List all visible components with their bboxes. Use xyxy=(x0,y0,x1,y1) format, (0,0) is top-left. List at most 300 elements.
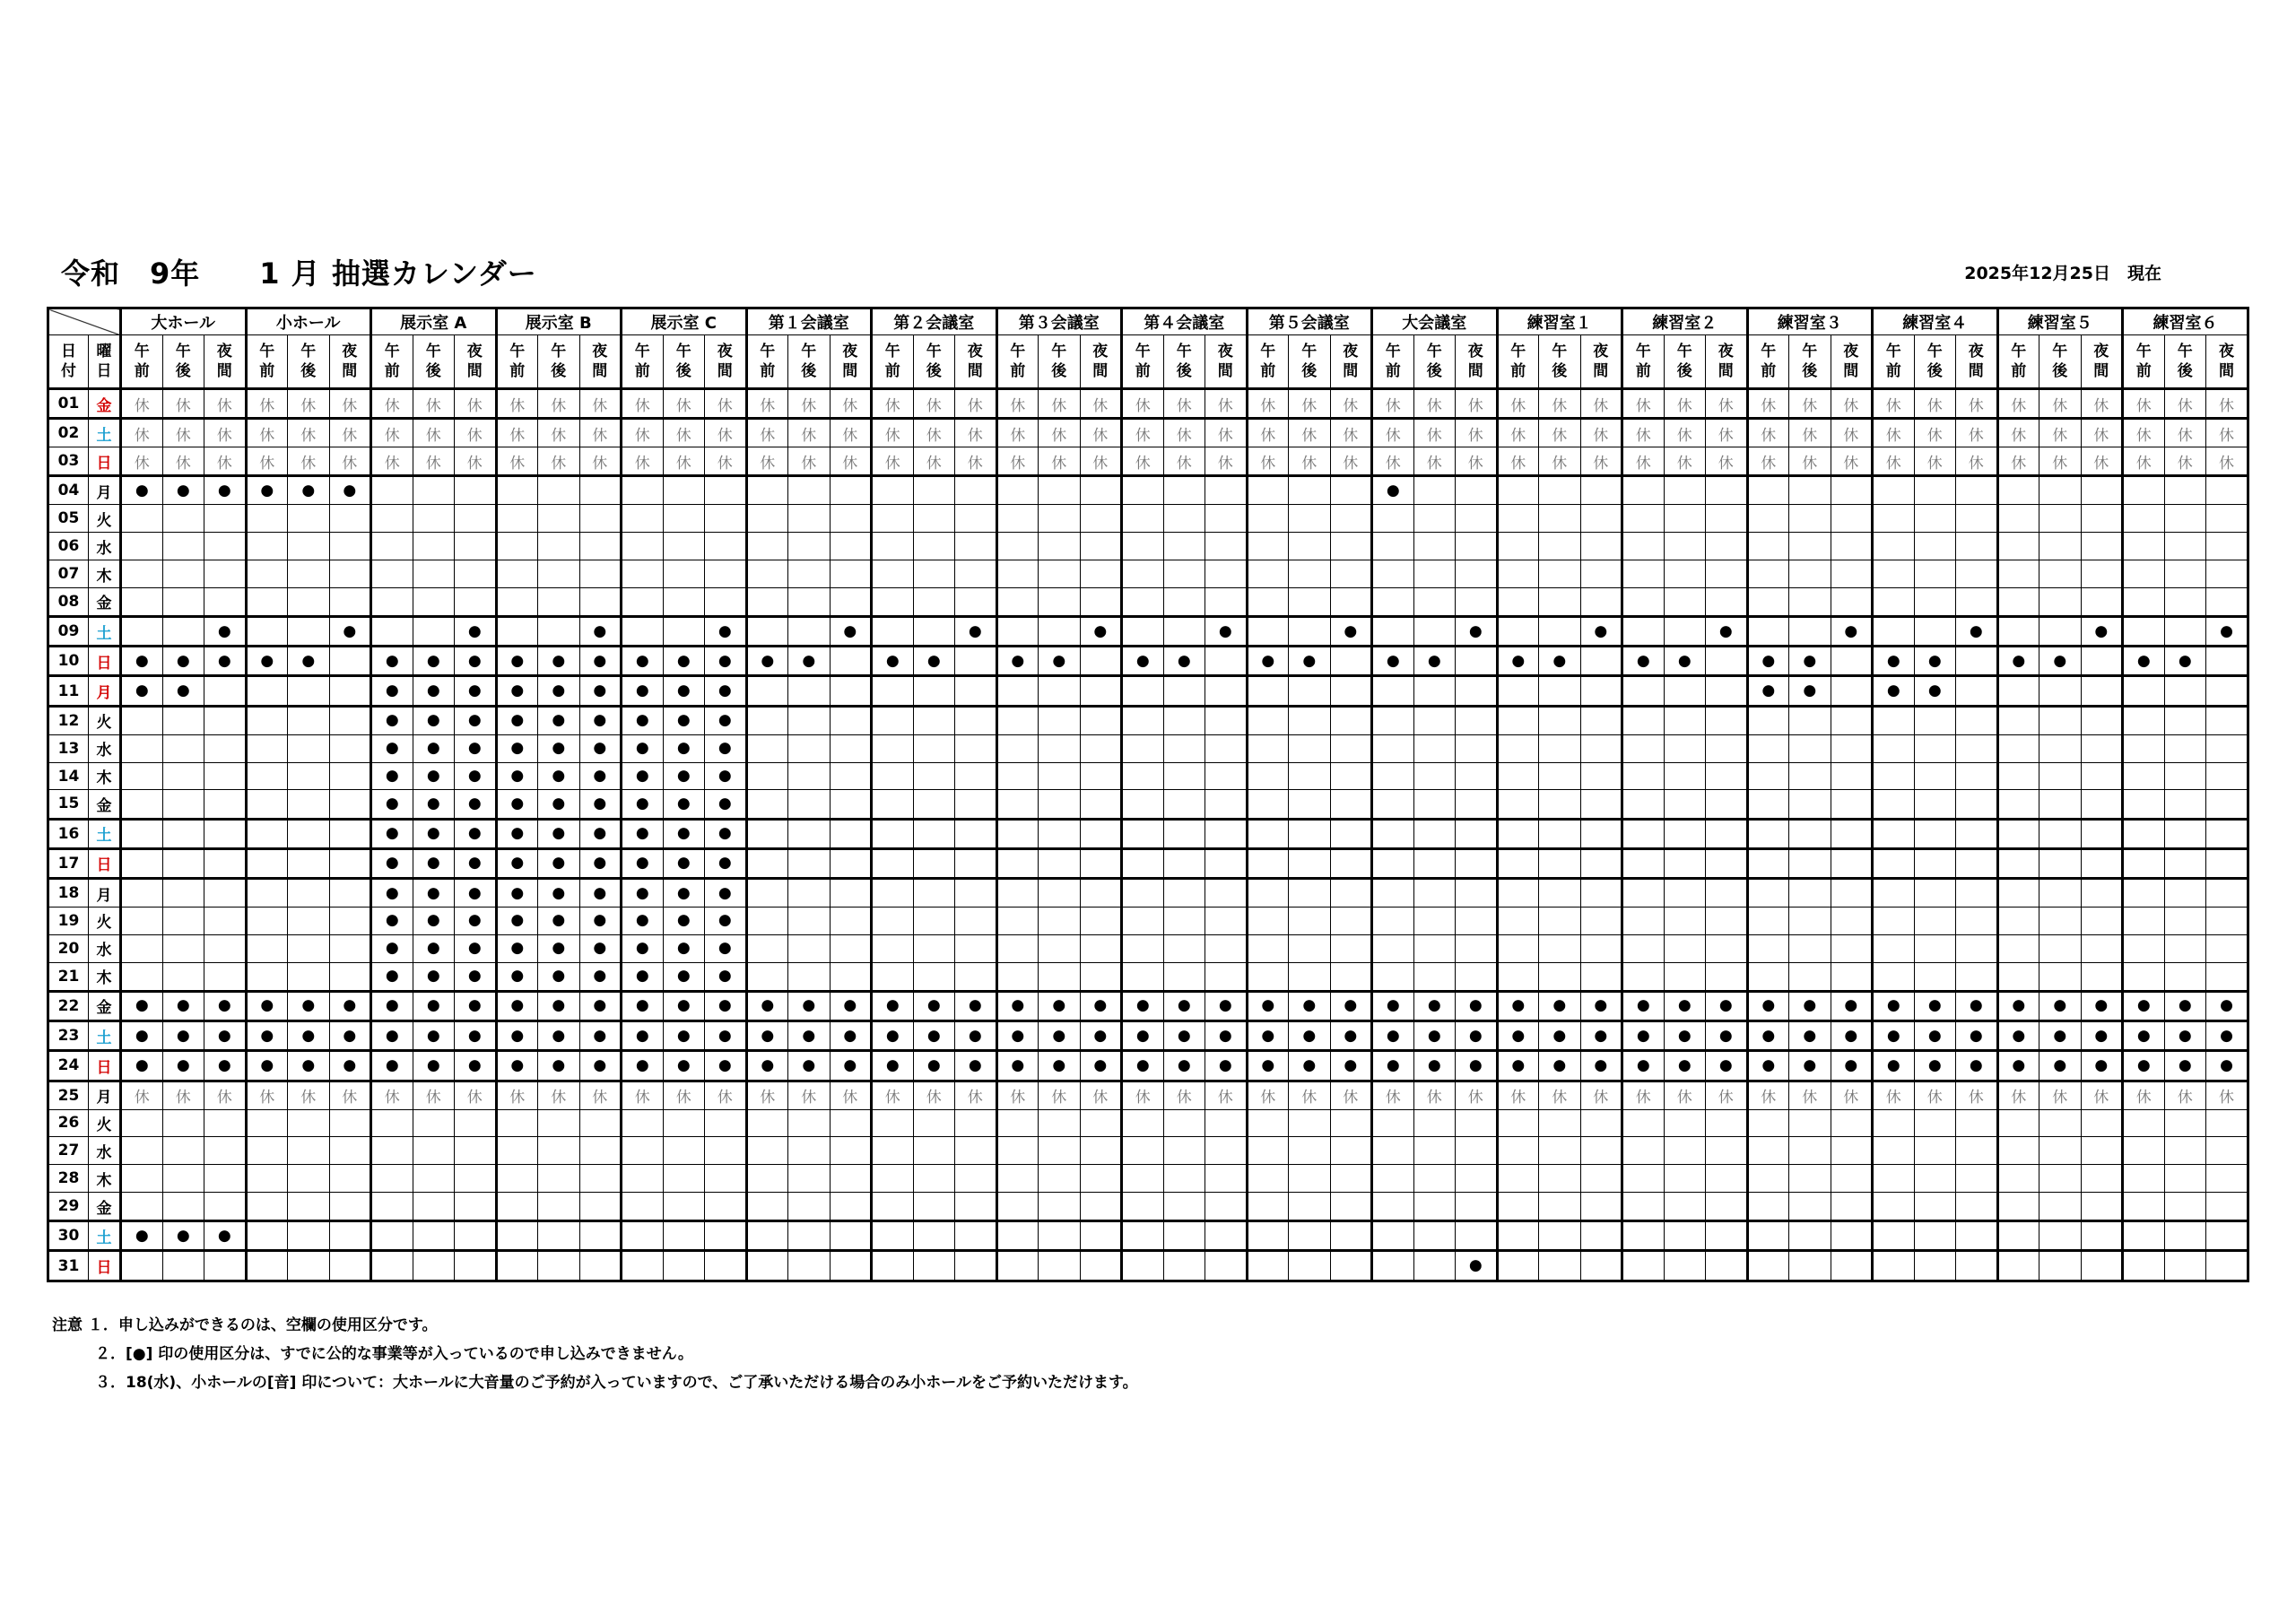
available-slot[interactable] xyxy=(1831,706,1873,734)
available-slot[interactable] xyxy=(1831,1165,1873,1193)
available-slot[interactable] xyxy=(1956,1221,1998,1251)
available-slot[interactable] xyxy=(1622,617,1665,647)
available-slot[interactable] xyxy=(288,1193,330,1221)
available-slot[interactable] xyxy=(746,587,788,616)
available-slot[interactable] xyxy=(1456,587,1498,616)
available-slot[interactable] xyxy=(246,587,288,616)
available-slot[interactable] xyxy=(204,848,247,878)
available-slot[interactable] xyxy=(2039,1193,2082,1221)
available-slot[interactable] xyxy=(1122,1251,1164,1281)
available-slot[interactable] xyxy=(579,476,622,505)
available-slot[interactable] xyxy=(1372,1165,1414,1193)
available-slot[interactable] xyxy=(1997,934,2039,962)
available-slot[interactable] xyxy=(162,587,204,616)
available-slot[interactable] xyxy=(1456,505,1498,533)
available-slot[interactable] xyxy=(622,560,664,588)
available-slot[interactable] xyxy=(788,1193,831,1221)
available-slot[interactable] xyxy=(1789,617,1831,647)
available-slot[interactable] xyxy=(1997,587,2039,616)
available-slot[interactable] xyxy=(996,617,1039,647)
available-slot[interactable] xyxy=(1997,560,2039,588)
available-slot[interactable] xyxy=(579,1251,622,1281)
available-slot[interactable] xyxy=(2123,1251,2165,1281)
available-slot[interactable] xyxy=(1873,790,1915,819)
available-slot[interactable] xyxy=(1956,587,1998,616)
available-slot[interactable] xyxy=(1497,1165,1539,1193)
available-slot[interactable] xyxy=(788,734,831,762)
available-slot[interactable] xyxy=(788,505,831,533)
available-slot[interactable] xyxy=(1997,676,2039,706)
available-slot[interactable] xyxy=(1789,762,1831,790)
available-slot[interactable] xyxy=(705,476,747,505)
available-slot[interactable] xyxy=(1163,476,1205,505)
available-slot[interactable] xyxy=(1039,734,1081,762)
available-slot[interactable] xyxy=(1997,505,2039,533)
available-slot[interactable] xyxy=(1914,790,1956,819)
available-slot[interactable] xyxy=(1205,476,1248,505)
available-slot[interactable] xyxy=(746,1221,788,1251)
available-slot[interactable] xyxy=(1539,1165,1581,1193)
available-slot[interactable] xyxy=(1580,505,1622,533)
available-slot[interactable] xyxy=(413,1137,455,1165)
available-slot[interactable] xyxy=(1080,1193,1122,1221)
available-slot[interactable] xyxy=(1205,762,1248,790)
available-slot[interactable] xyxy=(1122,617,1164,647)
available-slot[interactable] xyxy=(1664,790,1706,819)
available-slot[interactable] xyxy=(1539,819,1581,848)
available-slot[interactable] xyxy=(996,706,1039,734)
available-slot[interactable] xyxy=(1205,962,1248,991)
available-slot[interactable] xyxy=(1122,476,1164,505)
available-slot[interactable] xyxy=(830,962,872,991)
available-slot[interactable] xyxy=(622,1221,664,1251)
available-slot[interactable] xyxy=(1831,819,1873,848)
available-slot[interactable] xyxy=(1664,762,1706,790)
available-slot[interactable] xyxy=(1664,533,1706,560)
available-slot[interactable] xyxy=(162,1193,204,1221)
available-slot[interactable] xyxy=(2123,962,2165,991)
available-slot[interactable] xyxy=(1456,908,1498,935)
available-slot[interactable] xyxy=(1622,1165,1665,1193)
available-slot[interactable] xyxy=(996,734,1039,762)
available-slot[interactable] xyxy=(1622,934,1665,962)
available-slot[interactable] xyxy=(955,819,997,848)
available-slot[interactable] xyxy=(1956,848,1998,878)
available-slot[interactable] xyxy=(1413,1251,1456,1281)
available-slot[interactable] xyxy=(830,1251,872,1281)
available-slot[interactable] xyxy=(538,476,580,505)
available-slot[interactable] xyxy=(1163,819,1205,848)
available-slot[interactable] xyxy=(246,790,288,819)
available-slot[interactable] xyxy=(2164,1137,2206,1165)
available-slot[interactable] xyxy=(830,908,872,935)
available-slot[interactable] xyxy=(1831,790,1873,819)
available-slot[interactable] xyxy=(1622,790,1665,819)
available-slot[interactable] xyxy=(288,848,330,878)
available-slot[interactable] xyxy=(246,848,288,878)
available-slot[interactable] xyxy=(1205,560,1248,588)
available-slot[interactable] xyxy=(2081,1193,2123,1221)
available-slot[interactable] xyxy=(955,762,997,790)
available-slot[interactable] xyxy=(2164,1109,2206,1137)
available-slot[interactable] xyxy=(1664,505,1706,533)
available-slot[interactable] xyxy=(1372,878,1414,907)
available-slot[interactable] xyxy=(1247,1221,1289,1251)
available-slot[interactable] xyxy=(955,1165,997,1193)
available-slot[interactable] xyxy=(121,878,163,907)
available-slot[interactable] xyxy=(705,1193,747,1221)
available-slot[interactable] xyxy=(2206,1109,2248,1137)
available-slot[interactable] xyxy=(1330,560,1372,588)
available-slot[interactable] xyxy=(1873,476,1915,505)
available-slot[interactable] xyxy=(329,587,371,616)
available-slot[interactable] xyxy=(496,617,538,647)
available-slot[interactable] xyxy=(913,617,955,647)
available-slot[interactable] xyxy=(2206,587,2248,616)
available-slot[interactable] xyxy=(872,848,914,878)
available-slot[interactable] xyxy=(1039,1137,1081,1165)
available-slot[interactable] xyxy=(1706,587,1748,616)
available-slot[interactable] xyxy=(1664,1251,1706,1281)
available-slot[interactable] xyxy=(1039,476,1081,505)
available-slot[interactable] xyxy=(2039,533,2082,560)
available-slot[interactable] xyxy=(1997,476,2039,505)
available-slot[interactable] xyxy=(1163,706,1205,734)
available-slot[interactable] xyxy=(1914,1251,1956,1281)
available-slot[interactable] xyxy=(1205,587,1248,616)
available-slot[interactable] xyxy=(2039,878,2082,907)
available-slot[interactable] xyxy=(1747,533,1789,560)
available-slot[interactable] xyxy=(2206,505,2248,533)
available-slot[interactable] xyxy=(1163,505,1205,533)
available-slot[interactable] xyxy=(1956,762,1998,790)
available-slot[interactable] xyxy=(2123,476,2165,505)
available-slot[interactable] xyxy=(496,1137,538,1165)
available-slot[interactable] xyxy=(246,505,288,533)
available-slot[interactable] xyxy=(2081,908,2123,935)
available-slot[interactable] xyxy=(1080,1165,1122,1193)
available-slot[interactable] xyxy=(1622,848,1665,878)
available-slot[interactable] xyxy=(1580,962,1622,991)
available-slot[interactable] xyxy=(1831,647,1873,676)
available-slot[interactable] xyxy=(1831,908,1873,935)
available-slot[interactable] xyxy=(1372,1109,1414,1137)
available-slot[interactable] xyxy=(1372,676,1414,706)
available-slot[interactable] xyxy=(2039,505,2082,533)
available-slot[interactable] xyxy=(1122,587,1164,616)
available-slot[interactable] xyxy=(1956,647,1998,676)
available-slot[interactable] xyxy=(371,1193,413,1221)
available-slot[interactable] xyxy=(1539,1109,1581,1137)
available-slot[interactable] xyxy=(2123,587,2165,616)
available-slot[interactable] xyxy=(204,706,247,734)
available-slot[interactable] xyxy=(413,1221,455,1251)
available-slot[interactable] xyxy=(1873,819,1915,848)
available-slot[interactable] xyxy=(788,476,831,505)
available-slot[interactable] xyxy=(371,476,413,505)
available-slot[interactable] xyxy=(1456,762,1498,790)
available-slot[interactable] xyxy=(1413,848,1456,878)
available-slot[interactable] xyxy=(1289,587,1331,616)
available-slot[interactable] xyxy=(371,1221,413,1251)
available-slot[interactable] xyxy=(538,1137,580,1165)
available-slot[interactable] xyxy=(1873,848,1915,878)
available-slot[interactable] xyxy=(2164,734,2206,762)
available-slot[interactable] xyxy=(2123,934,2165,962)
available-slot[interactable] xyxy=(1413,908,1456,935)
available-slot[interactable] xyxy=(2123,533,2165,560)
available-slot[interactable] xyxy=(913,848,955,878)
available-slot[interactable] xyxy=(622,476,664,505)
available-slot[interactable] xyxy=(622,1193,664,1221)
available-slot[interactable] xyxy=(204,962,247,991)
available-slot[interactable] xyxy=(1497,1137,1539,1165)
available-slot[interactable] xyxy=(1080,790,1122,819)
available-slot[interactable] xyxy=(204,1137,247,1165)
available-slot[interactable] xyxy=(204,878,247,907)
available-slot[interactable] xyxy=(1956,878,1998,907)
available-slot[interactable] xyxy=(1664,1137,1706,1165)
available-slot[interactable] xyxy=(1289,1137,1331,1165)
available-slot[interactable] xyxy=(1122,878,1164,907)
available-slot[interactable] xyxy=(1747,878,1789,907)
available-slot[interactable] xyxy=(538,1165,580,1193)
available-slot[interactable] xyxy=(1205,1221,1248,1251)
available-slot[interactable] xyxy=(1080,560,1122,588)
available-slot[interactable] xyxy=(1956,1165,1998,1193)
available-slot[interactable] xyxy=(955,1251,997,1281)
available-slot[interactable] xyxy=(1539,762,1581,790)
available-slot[interactable] xyxy=(1413,560,1456,588)
available-slot[interactable] xyxy=(705,533,747,560)
available-slot[interactable] xyxy=(288,762,330,790)
available-slot[interactable] xyxy=(162,934,204,962)
available-slot[interactable] xyxy=(1122,1137,1164,1165)
available-slot[interactable] xyxy=(162,706,204,734)
available-slot[interactable] xyxy=(746,560,788,588)
available-slot[interactable] xyxy=(996,790,1039,819)
available-slot[interactable] xyxy=(788,934,831,962)
available-slot[interactable] xyxy=(1664,1165,1706,1193)
available-slot[interactable] xyxy=(1997,878,2039,907)
available-slot[interactable] xyxy=(788,962,831,991)
available-slot[interactable] xyxy=(1080,908,1122,935)
available-slot[interactable] xyxy=(1873,962,1915,991)
available-slot[interactable] xyxy=(1122,934,1164,962)
available-slot[interactable] xyxy=(1873,560,1915,588)
available-slot[interactable] xyxy=(663,587,705,616)
available-slot[interactable] xyxy=(329,1251,371,1281)
available-slot[interactable] xyxy=(2039,1137,2082,1165)
available-slot[interactable] xyxy=(1956,476,1998,505)
available-slot[interactable] xyxy=(788,706,831,734)
available-slot[interactable] xyxy=(1997,1137,2039,1165)
available-slot[interactable] xyxy=(1747,1165,1789,1193)
available-slot[interactable] xyxy=(162,1109,204,1137)
available-slot[interactable] xyxy=(204,934,247,962)
available-slot[interactable] xyxy=(1330,587,1372,616)
available-slot[interactable] xyxy=(1664,617,1706,647)
available-slot[interactable] xyxy=(1163,1193,1205,1221)
available-slot[interactable] xyxy=(1706,647,1748,676)
available-slot[interactable] xyxy=(1289,762,1331,790)
available-slot[interactable] xyxy=(1330,908,1372,935)
available-slot[interactable] xyxy=(579,1137,622,1165)
available-slot[interactable] xyxy=(1706,1109,1748,1137)
available-slot[interactable] xyxy=(1039,1251,1081,1281)
available-slot[interactable] xyxy=(1413,1165,1456,1193)
available-slot[interactable] xyxy=(1789,848,1831,878)
available-slot[interactable] xyxy=(663,1193,705,1221)
available-slot[interactable] xyxy=(1580,676,1622,706)
available-slot[interactable] xyxy=(913,819,955,848)
available-slot[interactable] xyxy=(746,1193,788,1221)
available-slot[interactable] xyxy=(1580,647,1622,676)
available-slot[interactable] xyxy=(2164,1193,2206,1221)
available-slot[interactable] xyxy=(1956,560,1998,588)
available-slot[interactable] xyxy=(246,1193,288,1221)
available-slot[interactable] xyxy=(1789,908,1831,935)
available-slot[interactable] xyxy=(329,790,371,819)
available-slot[interactable] xyxy=(121,1109,163,1137)
available-slot[interactable] xyxy=(2206,908,2248,935)
available-slot[interactable] xyxy=(872,1137,914,1165)
available-slot[interactable] xyxy=(1122,560,1164,588)
available-slot[interactable] xyxy=(1914,934,1956,962)
available-slot[interactable] xyxy=(830,734,872,762)
available-slot[interactable] xyxy=(913,1137,955,1165)
available-slot[interactable] xyxy=(1456,476,1498,505)
available-slot[interactable] xyxy=(913,587,955,616)
available-slot[interactable] xyxy=(1413,790,1456,819)
available-slot[interactable] xyxy=(1997,848,2039,878)
available-slot[interactable] xyxy=(788,819,831,848)
available-slot[interactable] xyxy=(1664,878,1706,907)
available-slot[interactable] xyxy=(622,1251,664,1281)
available-slot[interactable] xyxy=(1997,1109,2039,1137)
available-slot[interactable] xyxy=(162,1165,204,1193)
available-slot[interactable] xyxy=(1289,617,1331,647)
available-slot[interactable] xyxy=(1622,1193,1665,1221)
available-slot[interactable] xyxy=(746,617,788,647)
available-slot[interactable] xyxy=(1039,1221,1081,1251)
available-slot[interactable] xyxy=(830,560,872,588)
available-slot[interactable] xyxy=(1539,1137,1581,1165)
available-slot[interactable] xyxy=(1163,1251,1205,1281)
available-slot[interactable] xyxy=(579,1221,622,1251)
available-slot[interactable] xyxy=(1956,908,1998,935)
available-slot[interactable] xyxy=(705,1251,747,1281)
available-slot[interactable] xyxy=(1497,1193,1539,1221)
available-slot[interactable] xyxy=(329,934,371,962)
available-slot[interactable] xyxy=(996,505,1039,533)
available-slot[interactable] xyxy=(1539,476,1581,505)
available-slot[interactable] xyxy=(1080,762,1122,790)
available-slot[interactable] xyxy=(1330,476,1372,505)
available-slot[interactable] xyxy=(1706,505,1748,533)
available-slot[interactable] xyxy=(329,1193,371,1221)
available-slot[interactable] xyxy=(1580,560,1622,588)
available-slot[interactable] xyxy=(2206,848,2248,878)
available-slot[interactable] xyxy=(1997,1165,2039,1193)
available-slot[interactable] xyxy=(872,1109,914,1137)
available-slot[interactable] xyxy=(1747,617,1789,647)
available-slot[interactable] xyxy=(246,908,288,935)
available-slot[interactable] xyxy=(2206,1165,2248,1193)
available-slot[interactable] xyxy=(1997,617,2039,647)
available-slot[interactable] xyxy=(955,676,997,706)
available-slot[interactable] xyxy=(1747,819,1789,848)
available-slot[interactable] xyxy=(913,706,955,734)
available-slot[interactable] xyxy=(663,505,705,533)
available-slot[interactable] xyxy=(2039,1109,2082,1137)
available-slot[interactable] xyxy=(996,762,1039,790)
available-slot[interactable] xyxy=(496,1165,538,1193)
available-slot[interactable] xyxy=(413,505,455,533)
available-slot[interactable] xyxy=(996,1193,1039,1221)
available-slot[interactable] xyxy=(913,790,955,819)
available-slot[interactable] xyxy=(746,734,788,762)
available-slot[interactable] xyxy=(538,617,580,647)
available-slot[interactable] xyxy=(872,878,914,907)
available-slot[interactable] xyxy=(1873,1109,1915,1137)
available-slot[interactable] xyxy=(538,560,580,588)
available-slot[interactable] xyxy=(1372,617,1414,647)
available-slot[interactable] xyxy=(2164,1221,2206,1251)
available-slot[interactable] xyxy=(1622,1137,1665,1165)
available-slot[interactable] xyxy=(788,762,831,790)
available-slot[interactable] xyxy=(2081,734,2123,762)
available-slot[interactable] xyxy=(1622,1109,1665,1137)
available-slot[interactable] xyxy=(1914,706,1956,734)
available-slot[interactable] xyxy=(455,476,497,505)
available-slot[interactable] xyxy=(2206,790,2248,819)
available-slot[interactable] xyxy=(1622,587,1665,616)
available-slot[interactable] xyxy=(872,734,914,762)
available-slot[interactable] xyxy=(455,1137,497,1165)
available-slot[interactable] xyxy=(1289,734,1331,762)
available-slot[interactable] xyxy=(2081,1251,2123,1281)
available-slot[interactable] xyxy=(1706,734,1748,762)
available-slot[interactable] xyxy=(1747,706,1789,734)
available-slot[interactable] xyxy=(788,1221,831,1251)
available-slot[interactable] xyxy=(1289,533,1331,560)
available-slot[interactable] xyxy=(1039,617,1081,647)
available-slot[interactable] xyxy=(1580,587,1622,616)
available-slot[interactable] xyxy=(2206,962,2248,991)
available-slot[interactable] xyxy=(496,1221,538,1251)
available-slot[interactable] xyxy=(1997,1193,2039,1221)
available-slot[interactable] xyxy=(1706,533,1748,560)
available-slot[interactable] xyxy=(996,878,1039,907)
available-slot[interactable] xyxy=(288,790,330,819)
available-slot[interactable] xyxy=(329,734,371,762)
available-slot[interactable] xyxy=(1205,533,1248,560)
available-slot[interactable] xyxy=(1080,476,1122,505)
available-slot[interactable] xyxy=(121,908,163,935)
available-slot[interactable] xyxy=(1789,533,1831,560)
available-slot[interactable] xyxy=(1080,1109,1122,1137)
available-slot[interactable] xyxy=(1539,962,1581,991)
available-slot[interactable] xyxy=(2206,762,2248,790)
available-slot[interactable] xyxy=(1664,676,1706,706)
available-slot[interactable] xyxy=(371,1251,413,1281)
available-slot[interactable] xyxy=(1539,934,1581,962)
available-slot[interactable] xyxy=(1413,1193,1456,1221)
available-slot[interactable] xyxy=(1330,1137,1372,1165)
available-slot[interactable] xyxy=(1122,533,1164,560)
available-slot[interactable] xyxy=(121,934,163,962)
